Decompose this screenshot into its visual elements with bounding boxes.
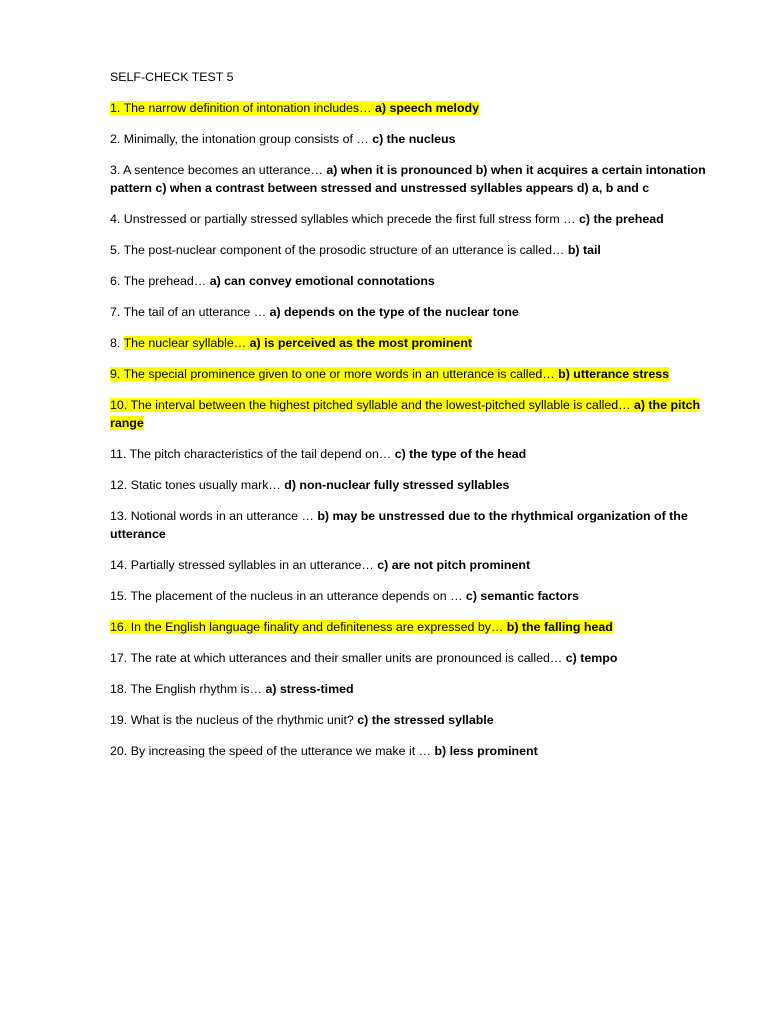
- question-text: The placement of the nucleus in an utterance depends on …: [130, 589, 463, 603]
- question-text: The narrow definition of intonation includes…: [123, 101, 372, 115]
- question-answer: a) can convey emotional connotations: [209, 274, 435, 288]
- question-number: 7.: [110, 305, 121, 319]
- question-number: 11.: [110, 447, 127, 461]
- question-answer: c) the nucleus: [372, 132, 456, 146]
- question-answer: c) the prehead: [578, 212, 664, 226]
- question-number: 12.: [110, 478, 128, 492]
- question-item: [110, 618, 720, 636]
- question-number: 14.: [110, 558, 128, 572]
- question-number: 1.: [110, 101, 121, 115]
- question-number: 9.: [110, 367, 121, 381]
- question-text: The prehead…: [123, 274, 207, 288]
- question-text: Partially stressed syllables in an utterance…: [130, 558, 374, 572]
- question-answer: c) the type of the head: [394, 447, 527, 461]
- question-answer: b) may be unstressed due to the rhythmical organization of the utterance: [110, 509, 688, 541]
- question-number: 17.: [110, 651, 128, 665]
- question-item: [110, 476, 720, 494]
- question-answer: a) the pitch range: [110, 398, 701, 430]
- question-answer: a) when it is pronounced b) when it acquires a certain intonation pattern c) when a contrast between stressed and unstressed syllables appears d) a, b and c: [110, 163, 706, 195]
- question-text: Notional words in an utterance …: [130, 509, 314, 523]
- question-answer: b) less prominent: [434, 744, 538, 758]
- question-text: Minimally, the intonation group consists of …: [123, 132, 369, 146]
- highlighted-line: [110, 620, 613, 634]
- question-number: 19.: [110, 713, 128, 727]
- highlighted-line: [124, 336, 472, 350]
- question-answer: b) tail: [567, 243, 601, 257]
- question-number: 8.: [110, 336, 121, 350]
- question-item: [110, 507, 720, 543]
- question-answer: a) speech melody: [374, 101, 479, 115]
- question-number: 20.: [110, 744, 128, 758]
- question-item: [110, 396, 720, 432]
- highlighted-line: [110, 398, 700, 430]
- question-list: [110, 99, 720, 760]
- question-number: 2.: [110, 132, 121, 146]
- question-number: 10.: [110, 398, 128, 412]
- question-number: 13.: [110, 509, 128, 523]
- question-text: A sentence becomes an utterance…: [123, 163, 323, 177]
- question-answer: c) semantic factors: [465, 589, 579, 603]
- question-text: The pitch characteristics of the tail depend on…: [129, 447, 392, 461]
- question-item: [110, 210, 720, 228]
- question-item: [110, 130, 720, 148]
- question-item: [110, 161, 720, 197]
- question-item: [110, 241, 720, 259]
- question-item: [110, 680, 720, 698]
- question-text: The tail of an utterance …: [123, 305, 267, 319]
- question-item: [110, 272, 720, 290]
- document-page: [110, 68, 720, 773]
- question-item: [110, 445, 720, 463]
- question-item: [110, 649, 720, 667]
- question-answer: c) tempo: [565, 651, 618, 665]
- document-title: SELF-CHECK TEST 5: [110, 70, 234, 84]
- question-text: Unstressed or partially stressed syllables which precede the first full stress form …: [123, 212, 576, 226]
- question-text: The post-nuclear component of the prosodic structure of an utterance is called…: [123, 243, 565, 257]
- question-item: [110, 711, 720, 729]
- question-text: Static tones usually mark…: [130, 478, 281, 492]
- question-answer: a) is perceived as the most prominent: [249, 336, 473, 350]
- question-item: [110, 365, 720, 383]
- question-number: 15.: [110, 589, 128, 603]
- question-text: The interval between the highest pitched syllable and the lowest-pitched syllable is called…: [130, 398, 631, 412]
- highlighted-line: [110, 367, 669, 381]
- question-item: [110, 99, 720, 117]
- question-item: [110, 556, 720, 574]
- question-item: [110, 334, 720, 352]
- question-item: [110, 587, 720, 605]
- question-answer: c) are not pitch prominent: [377, 558, 531, 572]
- question-answer: a) depends on the type of the nuclear tone: [269, 305, 519, 319]
- question-number: 4.: [110, 212, 121, 226]
- question-answer: b) the falling head: [506, 620, 613, 634]
- question-number: 5.: [110, 243, 121, 257]
- question-answer: b) utterance stress: [558, 367, 670, 381]
- question-text: The English rhythm is…: [130, 682, 262, 696]
- question-text: The rate at which utterances and their smaller units are pronounced is called…: [130, 651, 563, 665]
- question-answer: d) non-nuclear fully stressed syllables: [284, 478, 510, 492]
- question-text: By increasing the speed of the utterance we make it …: [130, 744, 431, 758]
- question-item: [110, 742, 720, 760]
- question-item: [110, 303, 720, 321]
- question-text: In the English language finality and definiteness are expressed by…: [130, 620, 504, 634]
- question-number: 6.: [110, 274, 121, 288]
- question-number: 18.: [110, 682, 128, 696]
- question-answer: a) stress-timed: [265, 682, 354, 696]
- question-text: What is the nucleus of the rhythmic unit?: [130, 713, 354, 727]
- question-number: 3.: [110, 163, 121, 177]
- question-number: 16.: [110, 620, 128, 634]
- question-text: The nuclear syllable…: [123, 336, 247, 350]
- question-answer: c) the stressed syllable: [357, 713, 494, 727]
- question-text: The special prominence given to one or more words in an utterance is called…: [123, 367, 555, 381]
- highlighted-line: [110, 101, 479, 115]
